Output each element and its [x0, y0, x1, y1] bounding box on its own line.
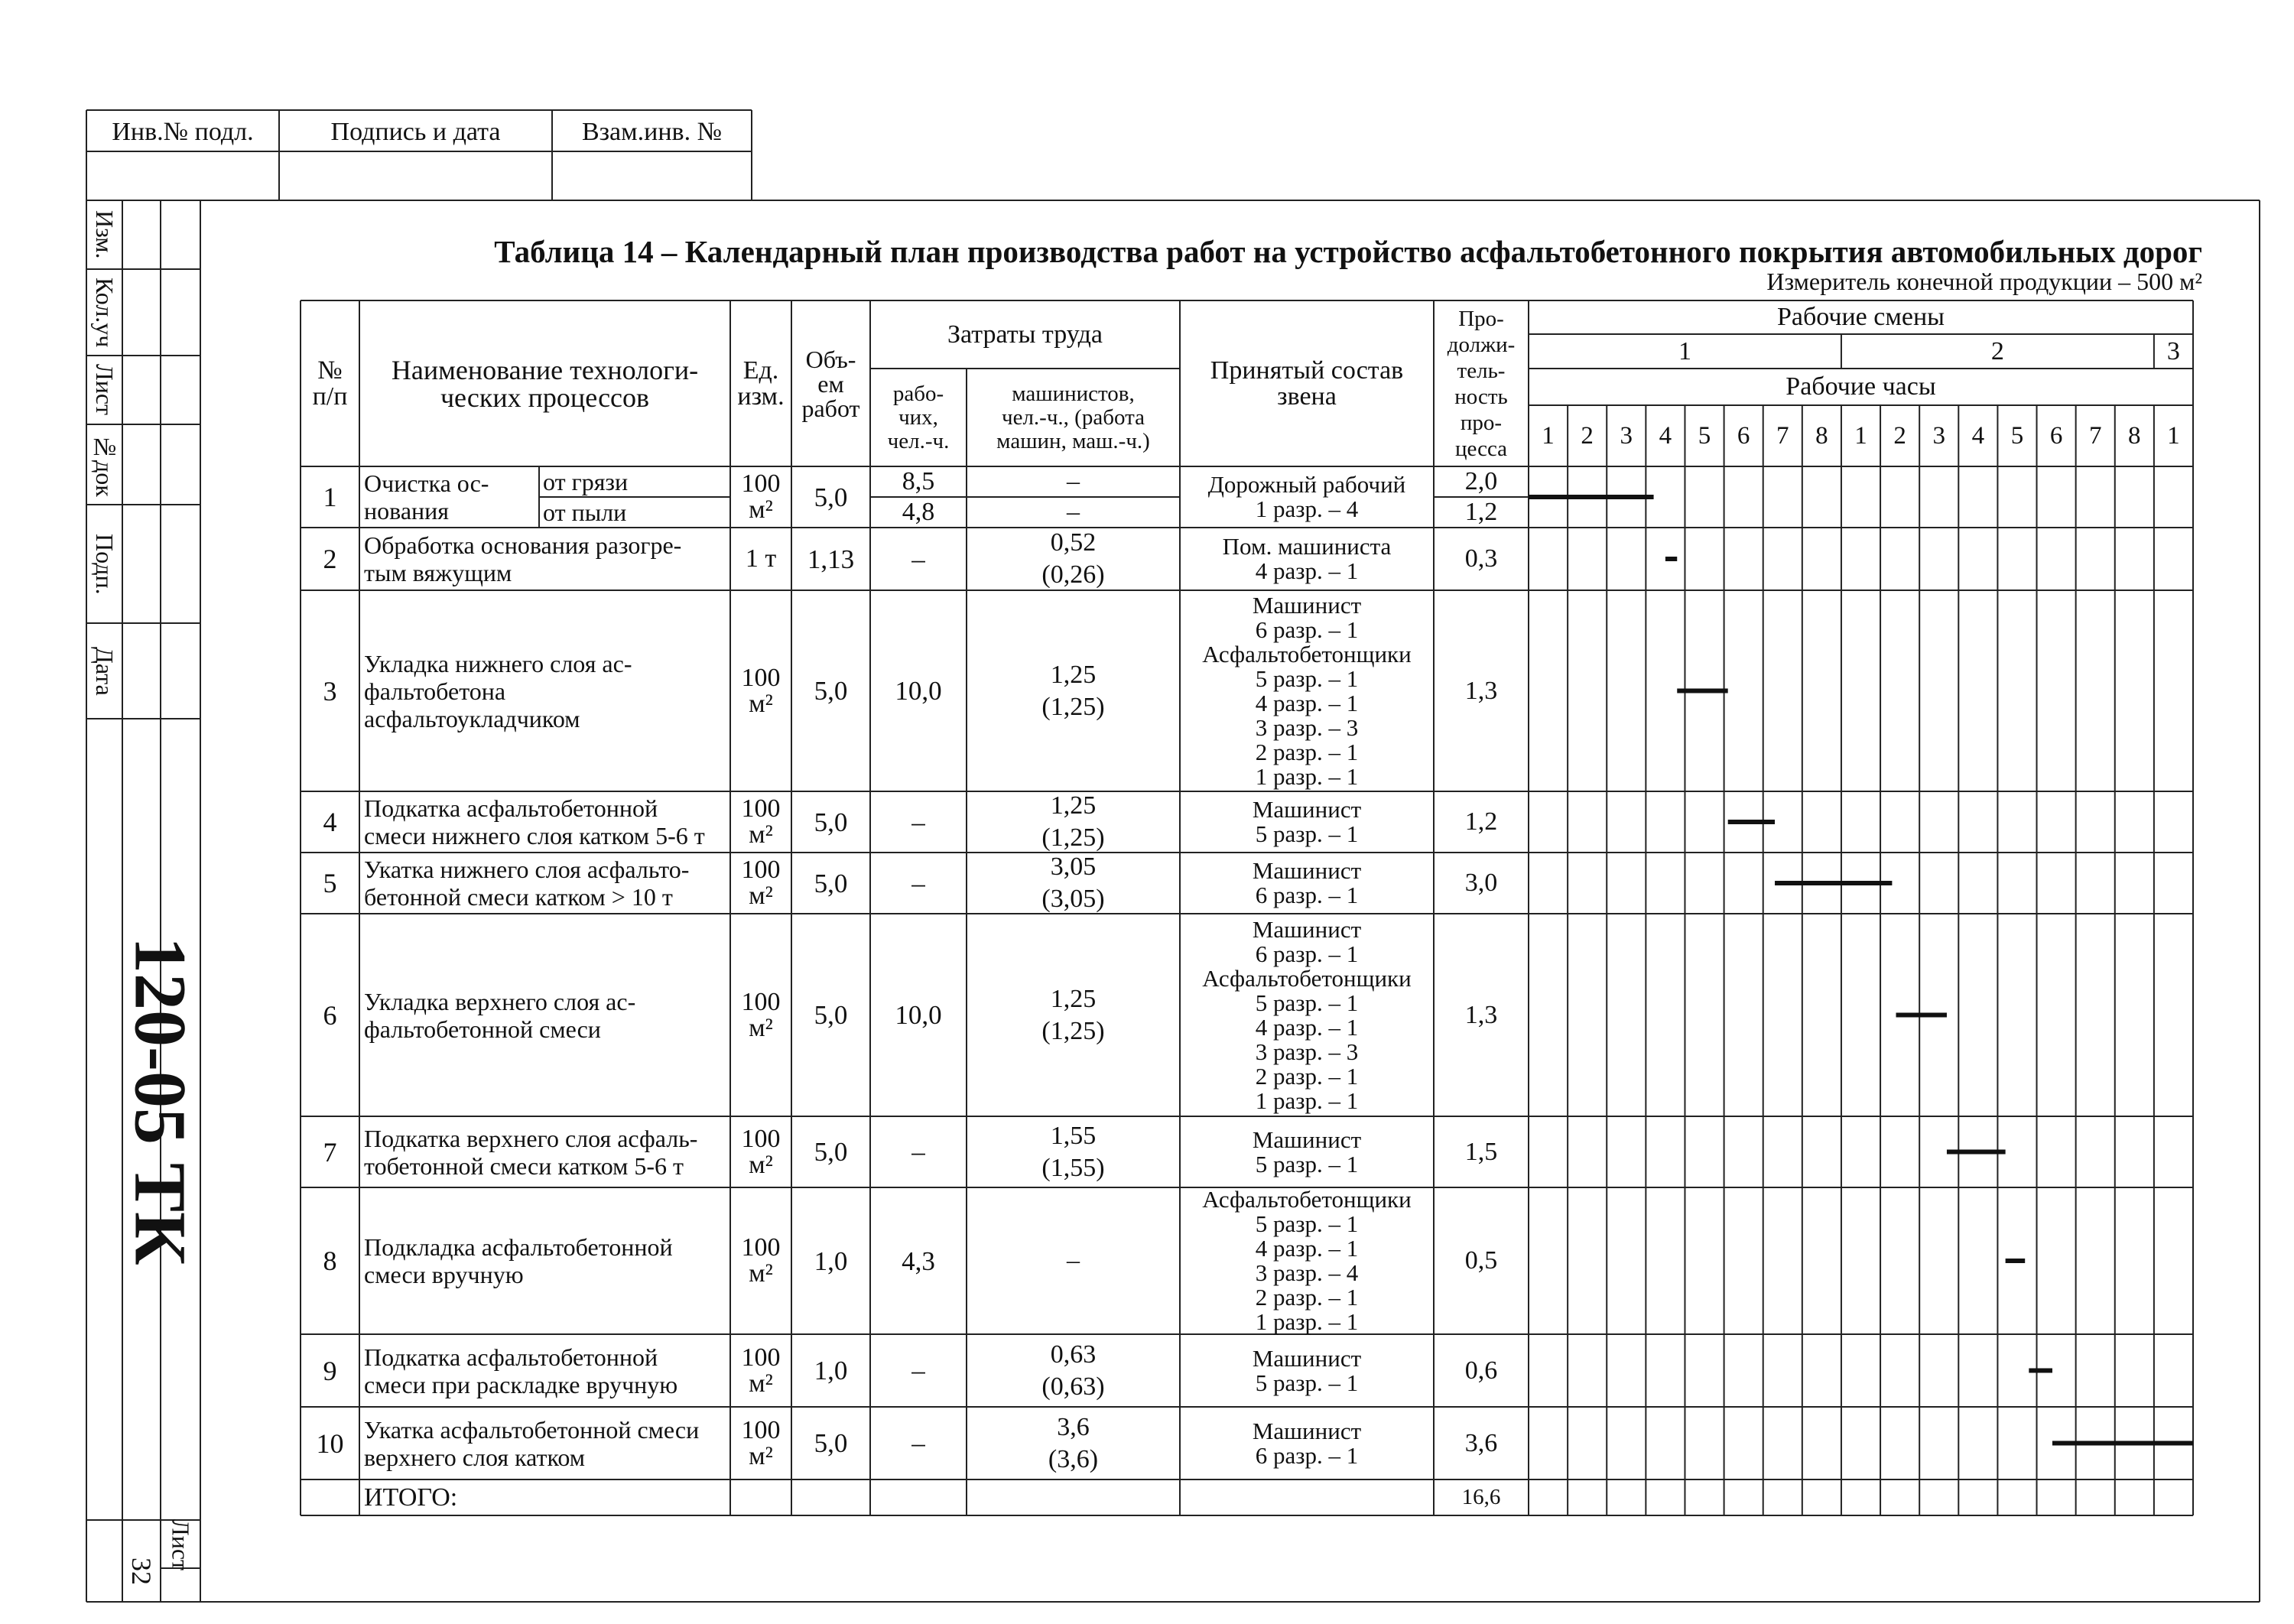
row-number: 2	[323, 544, 337, 574]
revision-3-label: Лист	[91, 364, 119, 416]
text-line: 1 разр. – 1	[1255, 1086, 1359, 1114]
unit-cell	[730, 1334, 791, 1407]
text-line: должи-	[1447, 332, 1516, 357]
text-line: звена	[1277, 382, 1337, 411]
volume-cell: 5,0	[814, 807, 848, 837]
hour-label: 5	[1698, 421, 1711, 450]
text-line: машин, маш.-ч.)	[996, 428, 1150, 453]
crew-cell	[1180, 590, 1434, 791]
unit-cell	[730, 528, 791, 590]
header-hours: Рабочие часы	[1785, 372, 1936, 401]
unit-cell	[730, 853, 791, 914]
row-number: 10	[316, 1427, 344, 1459]
machinists-cell: –	[1067, 498, 1080, 526]
text-line: 0,63	[1050, 1340, 1097, 1369]
text-line: нования	[364, 497, 449, 525]
text-line: 4,3	[902, 1246, 935, 1276]
text-line: Пом. машиниста	[1222, 533, 1392, 560]
process-name	[364, 1116, 727, 1187]
workers-cell	[870, 1116, 967, 1187]
duration-cell: 1,2	[1464, 498, 1498, 526]
text-line: 2 разр. – 1	[1255, 1062, 1359, 1090]
duration-cell	[1434, 914, 1529, 1116]
workers-cell	[870, 791, 967, 853]
text-line: Подкатка асфальтобетонной	[364, 1343, 658, 1371]
text-line: 6 разр. – 1	[1255, 1441, 1359, 1469]
crew-cell	[1180, 914, 1434, 1116]
row-number: 8	[323, 1246, 337, 1276]
text-line: Очистка ос-	[364, 469, 489, 497]
shift-3-label: 3	[2166, 336, 2180, 365]
text-line: изм.	[737, 382, 785, 411]
text-line: смеси при раскладке вручную	[364, 1370, 678, 1398]
shift-1-label: 1	[1678, 336, 1691, 365]
text-line: 100	[741, 663, 781, 692]
process-name	[364, 1407, 727, 1479]
process-name	[364, 791, 727, 853]
text-line: 3,0	[1464, 869, 1498, 897]
text-line: –	[911, 1137, 925, 1167]
text-line: Машинист	[1252, 1417, 1362, 1444]
text-line: 1 разр. – 1	[1255, 762, 1359, 790]
hour-label: 4	[1971, 421, 1985, 450]
text-line: м²	[749, 1259, 773, 1288]
header-process-name	[359, 300, 730, 466]
text-line: асфальтоукладчиком	[364, 704, 580, 732]
machinists-cell	[967, 1334, 1180, 1407]
duration-cell	[1434, 791, 1529, 853]
text-line: (3,6)	[1048, 1444, 1099, 1473]
text-line: 100	[741, 1124, 781, 1153]
duration-cell	[1434, 853, 1529, 914]
text-line: 100	[741, 987, 781, 1016]
text-line: 5 разр. – 1	[1255, 664, 1359, 692]
hour-label: 1	[2167, 421, 2180, 450]
hour-label: 7	[1776, 421, 1789, 450]
duration-cell	[1434, 1407, 1529, 1479]
process-name	[364, 590, 727, 791]
hour-label: 5	[2010, 421, 2024, 450]
text-line: 0,5	[1464, 1246, 1498, 1275]
crew-cell	[1180, 791, 1434, 853]
revision-4-label: №док	[91, 432, 119, 497]
text-line: 1,2	[1464, 807, 1498, 836]
volume-cell: 5,0	[814, 868, 848, 898]
sheet-label: Лист	[167, 1518, 195, 1570]
process-name	[364, 914, 727, 1116]
text-line: Ед.	[742, 356, 779, 385]
text-line: Асфальтобетонщики	[1202, 1186, 1412, 1213]
text-line: Наименование технологи-	[391, 354, 699, 385]
volume-cell: 5,0	[814, 676, 848, 706]
text-line: ем	[817, 369, 844, 398]
text-line: 6 разр. – 1	[1255, 615, 1359, 643]
stamp-label: Подпись и дата	[330, 118, 501, 146]
hour-label: 8	[1815, 421, 1828, 450]
machinists-cell	[967, 914, 1180, 1116]
workers-cell	[870, 590, 967, 791]
text-line: (1,25)	[1041, 1016, 1105, 1045]
text-line: 1 разр. – 4	[1255, 495, 1359, 522]
text-line: 5 разр. – 1	[1255, 1210, 1359, 1237]
row-number: 6	[323, 999, 337, 1031]
text-line: Асфальтобетонщики	[1202, 640, 1412, 667]
header-shifts: Рабочие смены	[1776, 303, 1945, 331]
workers-cell	[870, 1407, 967, 1479]
text-line: чел.-ч.	[887, 428, 950, 453]
text-line: 0,6	[1464, 1356, 1498, 1385]
text-line: 4 разр. – 1	[1255, 557, 1359, 584]
text-line: смеси нижнего слоя катком 5-6 т	[364, 822, 705, 849]
text-line: м²	[749, 1369, 773, 1398]
text-line: 1,3	[1464, 676, 1498, 705]
text-line: тобетонной смеси катком 5-6 т	[364, 1151, 684, 1180]
total-duration: 16,6	[1461, 1485, 1501, 1509]
text-line: (1,25)	[1041, 692, 1105, 721]
unit-cell	[730, 1116, 791, 1187]
row-number: 3	[323, 675, 337, 706]
total-label: ИТОГО:	[364, 1483, 458, 1512]
text-line: м²	[749, 689, 773, 718]
text-line: машинистов,	[1012, 381, 1135, 406]
volume-cell: 5,0	[814, 1137, 848, 1167]
text-line: Объ-	[805, 345, 856, 373]
text-line: м²	[749, 1441, 773, 1470]
text-line: м²	[749, 1150, 773, 1179]
text-line: верхнего слоя катком	[364, 1443, 586, 1471]
text-line: –	[911, 1428, 925, 1458]
text-line: Машинист	[1252, 1125, 1362, 1153]
text-line: 3 разр. – 3	[1255, 1038, 1359, 1065]
workers-cell: 8,5	[902, 467, 935, 495]
unit-cell	[730, 791, 791, 853]
hour-label: 1	[1542, 421, 1555, 450]
text-line: 100	[741, 1415, 781, 1444]
header-volume	[791, 300, 870, 466]
stamp-label: Взам.инв. №	[581, 118, 723, 146]
hour-label: 1	[1854, 421, 1867, 450]
machinists-cell	[967, 528, 1180, 590]
hour-label: 8	[2128, 421, 2141, 450]
crew-cell	[1180, 853, 1434, 914]
text-line: чих,	[898, 404, 938, 430]
text-line: фальтобетона	[364, 677, 506, 705]
text-line: п/п	[312, 382, 348, 411]
text-line: тым вяжущим	[364, 559, 512, 586]
hour-label: 6	[2049, 421, 2063, 450]
text-line: 2 разр. – 1	[1255, 1284, 1359, 1311]
crew-cell	[1180, 1334, 1434, 1407]
header-unit	[730, 300, 791, 466]
text-line: 10,0	[895, 676, 942, 706]
process-subtype: от грязи	[543, 468, 629, 495]
revision-5-label: Подп.	[91, 533, 119, 595]
text-line: Машинист	[1252, 796, 1362, 823]
unit-cell	[730, 590, 791, 791]
row-number: 1	[323, 482, 337, 512]
process-name	[364, 853, 727, 914]
machinists-cell	[967, 791, 1180, 853]
text-line: Машинист	[1252, 1344, 1362, 1372]
revision-2-label: Кол.уч	[91, 277, 119, 348]
hour-label: 7	[2088, 421, 2102, 450]
text-line: фальтобетонной смеси	[364, 1015, 601, 1043]
text-line: Укатка асфальтобетонной смеси	[364, 1415, 700, 1444]
process-name	[364, 1187, 727, 1334]
workers-cell: 4,8	[902, 498, 935, 526]
text-line: м²	[749, 820, 773, 849]
header-labor-workers	[870, 369, 967, 466]
text-line: 1,25	[1050, 660, 1097, 689]
text-line: (1,55)	[1041, 1153, 1105, 1182]
hour-label: 6	[1737, 421, 1750, 450]
text-line: Обработка основания разогре-	[364, 531, 682, 559]
row-number: 7	[323, 1136, 337, 1168]
crew-cell	[1180, 466, 1434, 528]
hour-label: 2	[1581, 421, 1594, 450]
shift-2-label: 2	[1990, 336, 2004, 365]
text-line: работ	[801, 394, 860, 422]
text-line: Дорожный рабочий	[1207, 471, 1406, 498]
text-line: Подкладка асфальтобетонной	[364, 1233, 673, 1261]
revision-6-label: Дата	[91, 646, 119, 696]
measurement-unit: Измеритель конечной продукции – 500 м²	[1766, 268, 2202, 295]
text-line: 100	[741, 794, 781, 823]
text-line: 3,6	[1464, 1428, 1498, 1457]
duration-cell: 2,0	[1464, 467, 1498, 495]
text-line: 1,25	[1050, 791, 1097, 820]
text-line: 1,55	[1050, 1121, 1097, 1150]
text-line: цесса	[1454, 436, 1508, 461]
text-line: 0,3	[1464, 544, 1498, 573]
header-duration	[1434, 300, 1529, 466]
text-line: чел.-ч., (работа	[1002, 404, 1145, 430]
crew-cell	[1180, 1407, 1434, 1479]
process-name	[364, 466, 536, 528]
text-line: м²	[749, 1013, 773, 1042]
revision-1-label: Изм.	[91, 210, 119, 259]
text-line: бетонной смеси катком > 10 т	[364, 883, 673, 911]
text-line: –	[911, 807, 925, 837]
text-line: 5 разр. – 1	[1255, 1369, 1359, 1396]
header-crew	[1180, 300, 1434, 466]
text-line: 3 разр. – 4	[1255, 1259, 1359, 1286]
text-line: 100	[741, 1233, 781, 1262]
machinists-cell	[967, 1407, 1180, 1479]
volume-cell: 1,0	[814, 1246, 848, 1276]
text-line: (3,05)	[1041, 885, 1105, 913]
text-line: 4 разр. – 1	[1255, 1013, 1359, 1041]
text-line: Укатка нижнего слоя асфальто-	[364, 856, 690, 883]
volume-cell: 5,0	[814, 482, 848, 512]
text-line: тель-	[1457, 358, 1506, 383]
text-line: 100	[741, 856, 781, 884]
text-line: 4 разр. – 1	[1255, 1235, 1359, 1262]
unit-cell	[730, 466, 791, 528]
process-name	[364, 528, 727, 590]
text-line: 0,52	[1050, 528, 1097, 557]
text-line: 2 разр. – 1	[1255, 738, 1359, 765]
unit-cell	[730, 1407, 791, 1479]
text-line: Принятый состав	[1210, 356, 1404, 385]
workers-cell	[870, 1334, 967, 1407]
text-line: 3 разр. – 3	[1255, 713, 1359, 741]
machinists-cell	[967, 1116, 1180, 1187]
text-line: (0,26)	[1041, 560, 1105, 589]
text-line: про-	[1460, 410, 1503, 435]
text-line: Машинист	[1252, 915, 1362, 943]
text-line: 6 разр. – 1	[1255, 882, 1359, 908]
text-line: Укладка верхнего слоя ас-	[364, 987, 636, 1015]
crew-cell	[1180, 1187, 1434, 1334]
text-line: рабо-	[892, 381, 944, 406]
text-line: м²	[749, 882, 773, 910]
duration-cell	[1434, 528, 1529, 590]
text-line: 100	[741, 1343, 781, 1372]
crew-cell	[1180, 1116, 1434, 1187]
duration-cell	[1434, 1334, 1529, 1407]
text-line: (1,25)	[1041, 823, 1105, 852]
crew-cell	[1180, 528, 1434, 590]
text-line: –	[911, 868, 925, 898]
row-number: 5	[323, 868, 337, 898]
volume-cell: 5,0	[814, 1000, 848, 1030]
header-labor-machinists	[967, 369, 1180, 466]
process-subtype: от пыли	[543, 499, 627, 526]
unit-cell	[730, 1187, 791, 1334]
hour-label: 3	[1932, 421, 1945, 450]
hour-label: 2	[1893, 421, 1906, 450]
duration-cell	[1434, 1116, 1529, 1187]
hour-label: 3	[1620, 421, 1633, 450]
text-line: Про-	[1458, 306, 1504, 331]
text-line: –	[1067, 1246, 1080, 1275]
workers-cell	[870, 914, 967, 1116]
text-line: 100	[741, 469, 781, 498]
machinists-cell: –	[1067, 467, 1080, 495]
machinists-cell	[967, 853, 1180, 914]
text-line: (0,63)	[1041, 1372, 1105, 1401]
volume-cell: 1,13	[807, 544, 855, 574]
text-line: 5 разр. – 1	[1255, 989, 1359, 1016]
unit-cell	[730, 914, 791, 1116]
workers-cell	[870, 1187, 967, 1334]
text-line: 1 т	[745, 544, 777, 573]
row-number: 9	[323, 1355, 337, 1386]
text-line: Укладка нижнего слоя ас-	[364, 649, 632, 677]
duration-cell	[1434, 590, 1529, 791]
text-line: 1 разр. – 1	[1255, 1308, 1359, 1335]
page-title: Таблица 14 – Календарный план производства работ на устройство асфальтобетонного покрытия автомобильных дорог	[494, 233, 2202, 269]
text-line: 4 разр. – 1	[1255, 689, 1359, 716]
text-line: Асфальтобетонщики	[1202, 964, 1412, 992]
text-line: 5 разр. – 1	[1255, 1150, 1359, 1177]
text-line: Подкатка верхнего слоя асфаль-	[364, 1124, 698, 1152]
text-line: Подкатка асфальтобетонной	[364, 794, 658, 822]
text-line: 1,3	[1464, 1000, 1498, 1029]
text-line: –	[911, 544, 925, 574]
volume-cell: 5,0	[814, 1428, 848, 1458]
text-line: 5 разр. – 1	[1255, 820, 1359, 847]
text-line: м²	[749, 495, 773, 524]
header-number	[301, 300, 359, 466]
text-line: 3,05	[1050, 853, 1097, 881]
machinists-cell	[967, 590, 1180, 791]
text-line: 3,6	[1057, 1412, 1090, 1441]
workers-cell	[870, 528, 967, 590]
text-line: ческих процессов	[440, 382, 650, 413]
text-line: №	[317, 356, 343, 385]
text-line: 10,0	[895, 1000, 942, 1030]
text-line: Машинист	[1252, 591, 1362, 619]
stamp-label: Инв.№ подл.	[112, 118, 254, 146]
text-line: –	[911, 1356, 925, 1385]
text-line: 6 разр. – 1	[1255, 940, 1359, 967]
machinists-cell	[967, 1187, 1180, 1334]
document-code: 120-05 ТК	[119, 937, 202, 1265]
hour-label: 4	[1659, 421, 1672, 450]
process-name	[364, 1334, 727, 1407]
volume-cell: 1,0	[814, 1356, 848, 1385]
workers-cell	[870, 853, 967, 914]
text-line: ность	[1454, 384, 1508, 409]
text-line: смеси вручную	[364, 1261, 524, 1288]
text-line: 1,5	[1464, 1137, 1498, 1166]
text-line: Машинист	[1252, 857, 1362, 884]
header-labor: Затраты труда	[947, 320, 1103, 349]
text-line: 1,25	[1050, 984, 1097, 1013]
sheet-number: 32	[126, 1557, 157, 1585]
row-number: 4	[323, 807, 337, 837]
duration-cell	[1434, 1187, 1529, 1334]
